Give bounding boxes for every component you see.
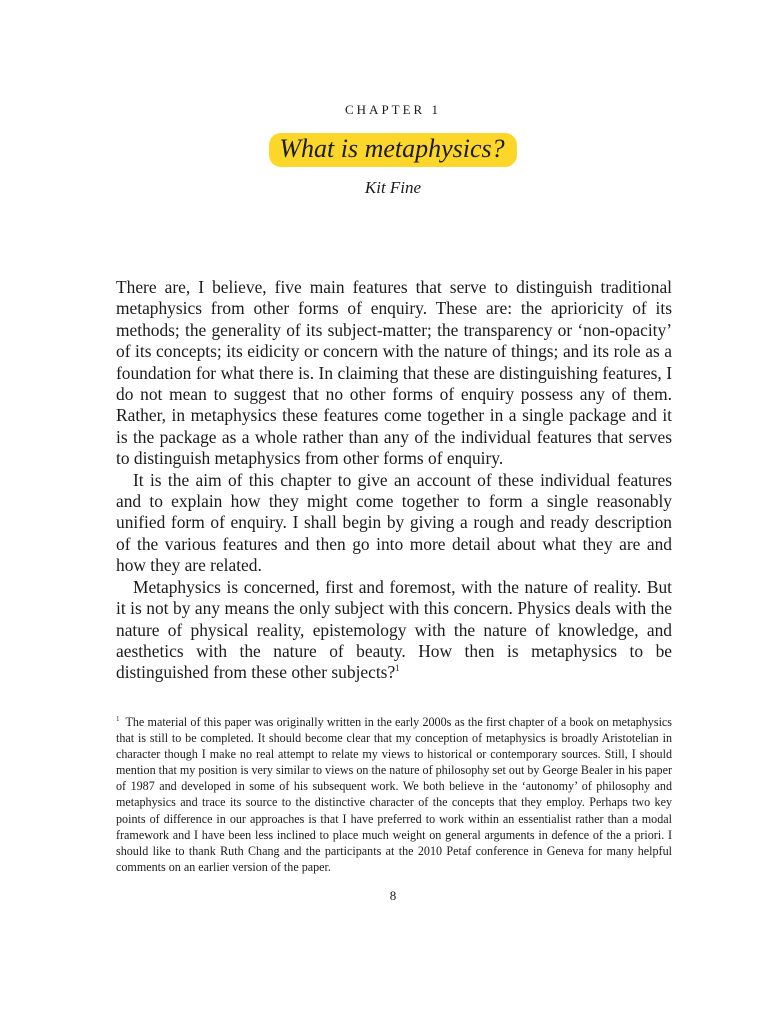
paragraph-3-text: Metaphysics is concerned, first and foremost, with the nature of reality. But it is not by any means the only subject with this concern. Physics deals with the nature of physical reality, epistemology with the nature of knowledge, and aesthetics with the nature of beauty. How then is metaphysics to be distinguished from these other subjects? — [116, 576, 672, 683]
footnote-mark: 1 — [116, 714, 120, 723]
paragraph-3 — [116, 577, 672, 684]
paragraph-1: There are, I believe, five main features that serve to distinguish traditional metaphysics from other forms of enquiry. These are: the aprioricity of its methods; the generality of its subject-matter; the transparency or ‘non-opacity’ of its concepts; its eidicity or concern with the nature of things; and its role as a foundation for what there is. In claiming that these are distinguishing features, I do not mean to suggest that no other forms of enquiry possess any of them. Rather, in metaphysics these features come together in a single package and it is the package as a whole rather than any of the individual features that serves to distinguish metaphysics from other forms of enquiry. — [116, 277, 672, 469]
chapter-author: Kit Fine — [364, 178, 422, 197]
chapter-title-wrapper — [0, 133, 768, 167]
footnote-reference[interactable]: 1 — [395, 663, 400, 674]
body-text — [116, 277, 672, 684]
footnote-text: The material of this paper was originally written in the early 2000s as the first chapter of a book on metaphysics that is still to be completed. It should become clear that my conception of metaphysics is broadly Aristotelian in character though I make no real attempt to relate my views to historical or contemporary sources. Still, I should mention that my position is very similar to views on the nature of philosophy set out by George Bealer in his paper of 1987 and developed in some of his subsequent work. We both believe in the ‘autonomy’ of philosophy and metaphysics and trace its source to the distinctive character of the concepts that they employ. Perhaps two key points of difference in our approaches is that I have preferred to work within an essentialist rather than a modal framework and I have been less inclined to place much weight on general arguments in defence of the a priori. I should like to thank Ruth Chang and the participants at the 2010 Petaf conference in Geneva for many helpful comments on an earlier version of the paper. — [116, 715, 672, 874]
page-number: 8 — [389, 888, 397, 903]
chapter-label: CHAPTER 1 — [345, 102, 441, 117]
footnote — [116, 714, 672, 875]
chapter-title: What is metaphysics? — [269, 133, 516, 167]
paragraph-2: It is the aim of this chapter to give an account of these individual features and to explain how they might come together to form a single reasonably unified form of enquiry. I shall begin by giving a rough and ready description of the various features and then go into more detail about what they are and how they are related. — [116, 469, 672, 576]
